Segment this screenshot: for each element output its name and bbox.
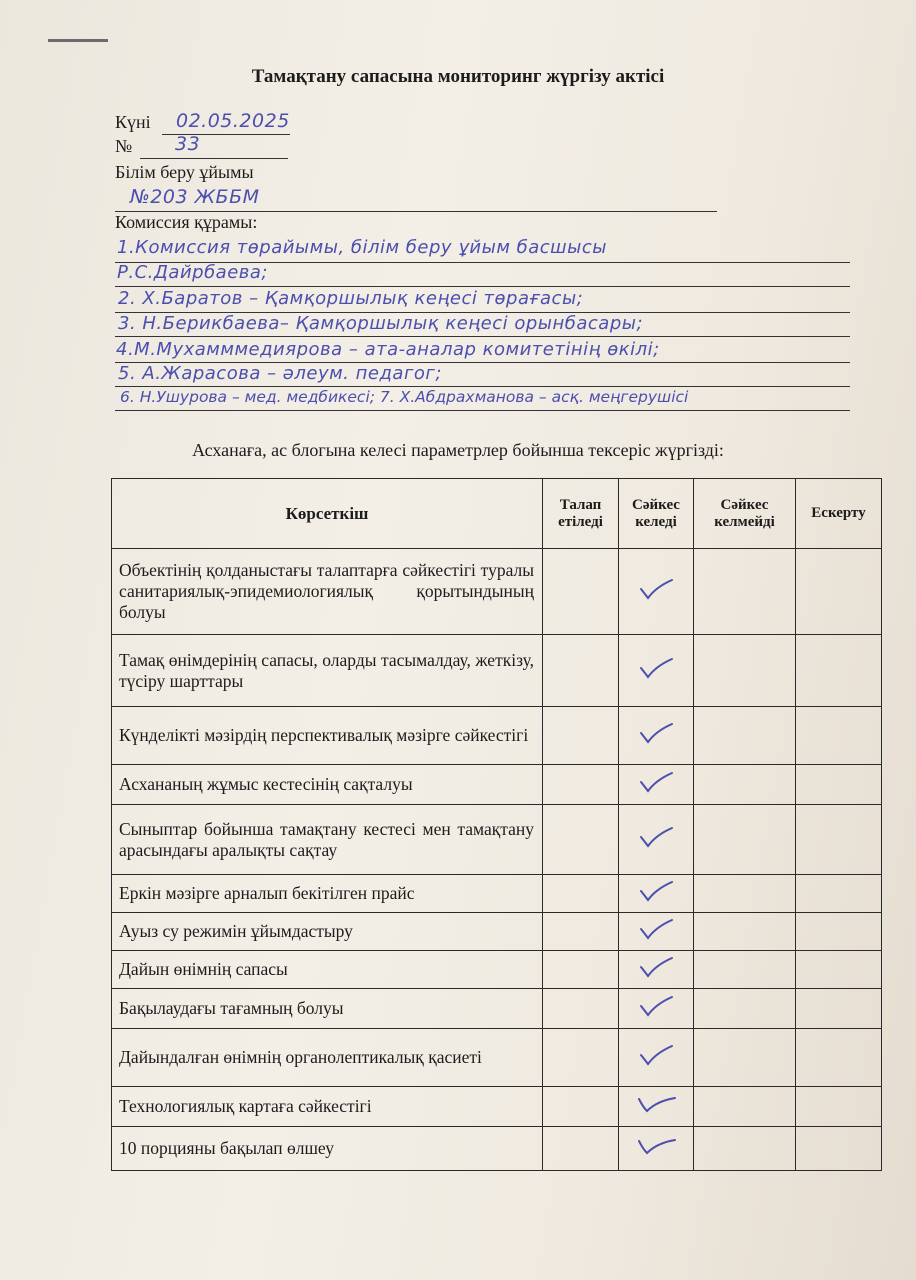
compliant-cell <box>619 875 694 913</box>
indicator-cell: Тамақ өнімдерінің сапасы, оларды тасымалдау, жеткізу, түсіру шарттары <box>112 635 543 707</box>
org-label: Білім беру ұйымы <box>115 162 254 182</box>
noncompliant-cell <box>694 805 796 875</box>
commission-underline-7 <box>115 410 850 411</box>
required-cell <box>543 707 619 765</box>
checkmark-icon <box>636 1043 676 1067</box>
indicator-cell: Объектінің қолданыстағы талаптарға сәйкестігі туралы санитариялық-эпидемиологиялық қорытындының болуы <box>112 549 543 635</box>
inspection-intro: Асханаға, ас блогына келесі параметрлер бойынша тексеріс жүргізді: <box>192 440 724 460</box>
date-value: 02.05.2025 <box>176 110 290 132</box>
table-header-row <box>112 479 882 549</box>
compliant-cell <box>619 951 694 989</box>
required-cell <box>543 635 619 707</box>
indicator-cell: Күнделікті мәзірдің перспективалық мәзірге сәйкестігі <box>112 707 543 765</box>
checkmark-icon <box>636 656 676 680</box>
compliant-cell <box>619 1029 694 1087</box>
checkmark-icon <box>636 825 676 849</box>
document-title: Тамақтану сапасына мониторинг жүргізу актісі <box>251 66 665 87</box>
table-row <box>112 635 882 707</box>
table-row <box>112 913 882 951</box>
indicator-cell: Еркін мәзірге арналып бекітілген прайс <box>112 875 543 913</box>
note-cell <box>796 549 882 635</box>
required-cell <box>543 989 619 1029</box>
note-cell <box>796 1127 882 1171</box>
commission-member-3: 3. Н.Берикбаева– Қамқоршылық кеңесі орынбасары; <box>118 313 644 334</box>
noncompliant-cell <box>694 1087 796 1127</box>
compliant-cell <box>619 707 694 765</box>
table-row <box>112 951 882 989</box>
commission-label: Комиссия құрамы: <box>115 212 258 232</box>
compliant-cell <box>619 989 694 1029</box>
compliant-cell <box>619 549 694 635</box>
indicator-cell: Дайын өнімнің сапасы <box>112 951 543 989</box>
table-row <box>112 1087 882 1127</box>
required-cell <box>543 549 619 635</box>
note-cell <box>796 635 882 707</box>
checkmark-icon <box>636 955 676 979</box>
table-row <box>112 707 882 765</box>
table-row <box>112 765 882 805</box>
required-cell <box>543 913 619 951</box>
noncompliant-cell <box>694 1127 796 1171</box>
table-row <box>112 989 882 1029</box>
org-value: №203 ЖББМ <box>130 186 260 208</box>
compliant-cell <box>619 805 694 875</box>
compliant-cell <box>619 635 694 707</box>
checkmark-icon <box>636 917 676 941</box>
required-cell <box>543 1127 619 1171</box>
indicator-cell: Сыныптар бойынша тамақтану кестесі мен тамақтану арасындағы аралықты сақтау <box>112 805 543 875</box>
table-row <box>112 1029 882 1087</box>
required-cell <box>543 805 619 875</box>
commission-member-2: 2. Х.Баратов – Қамқоршылық кеңесі төрағасы; <box>118 288 584 309</box>
checkmark-icon <box>636 994 676 1018</box>
required-cell <box>543 875 619 913</box>
header-indicator: Көрсеткіш <box>112 479 543 549</box>
commission-underline-6 <box>115 386 850 387</box>
checkmark-icon <box>633 1093 679 1115</box>
compliant-cell <box>619 1127 694 1171</box>
checkmark-icon <box>636 721 676 745</box>
header-compliant: Сәйкес келеді <box>619 479 694 549</box>
number-value: 33 <box>175 133 201 155</box>
compliant-cell <box>619 913 694 951</box>
compliant-cell <box>619 1087 694 1127</box>
note-cell <box>796 989 882 1029</box>
inspection-table <box>111 478 882 1171</box>
indicator-cell: Бақылаудағы тағамның болуы <box>112 989 543 1029</box>
header-required: Талап етіледі <box>543 479 619 549</box>
indicator-cell: Ауыз су режимін ұйымдастыру <box>112 913 543 951</box>
header-note: Ескерту <box>796 479 882 549</box>
noncompliant-cell <box>694 635 796 707</box>
indicator-cell: Технологиялық картаға сәйкестігі <box>112 1087 543 1127</box>
note-cell <box>796 707 882 765</box>
commission-member-6-7: 6. Н.Ушурова – мед. медбикесі; 7. Х.Абдрахманова – асқ. меңгерушісі <box>120 388 689 406</box>
commission-member-4: 4.М.Мухамммедиярова – ата-аналар комитетінің өкілі; <box>116 339 660 360</box>
note-cell <box>796 875 882 913</box>
checkmark-icon <box>636 879 676 903</box>
required-cell <box>543 951 619 989</box>
noncompliant-cell <box>694 1029 796 1087</box>
checkmark-icon <box>636 577 676 601</box>
indicator-cell: Дайындалған өнімнің органолептикалық қасиеті <box>112 1029 543 1087</box>
commission-member-5: 5. А.Жарасова – әлеум. педагог; <box>118 363 442 384</box>
required-cell <box>543 1087 619 1127</box>
noncompliant-cell <box>694 549 796 635</box>
indicator-cell: Асхананың жұмыс кестесінің сақталуы <box>112 765 543 805</box>
note-cell <box>796 1087 882 1127</box>
header-noncompliant: Сәйкес келмейді <box>694 479 796 549</box>
number-underline <box>140 158 288 159</box>
top-mark <box>48 39 108 42</box>
indicator-cell: 10 порцияны бақылап өлшеу <box>112 1127 543 1171</box>
note-cell <box>796 951 882 989</box>
commission-underline-2 <box>115 286 850 287</box>
checkmark-icon <box>636 770 676 794</box>
note-cell <box>796 913 882 951</box>
note-cell <box>796 805 882 875</box>
required-cell <box>543 765 619 805</box>
noncompliant-cell <box>694 913 796 951</box>
noncompliant-cell <box>694 875 796 913</box>
table-row <box>112 805 882 875</box>
compliant-cell <box>619 765 694 805</box>
number-label: № <box>115 136 133 156</box>
commission-member-1: 1.Комиссия төрайымы, білім беру ұйым басшысы <box>117 237 607 258</box>
date-label: Күні <box>115 112 151 132</box>
noncompliant-cell <box>694 989 796 1029</box>
table-row <box>112 549 882 635</box>
noncompliant-cell <box>694 951 796 989</box>
commission-underline-4 <box>115 336 850 337</box>
noncompliant-cell <box>694 707 796 765</box>
table-row <box>112 1127 882 1171</box>
table-body <box>112 549 882 1171</box>
table-row <box>112 875 882 913</box>
commission-member-1-name: Р.С.Дайрбаева; <box>117 262 268 283</box>
note-cell <box>796 1029 882 1087</box>
noncompliant-cell <box>694 765 796 805</box>
required-cell <box>543 1029 619 1087</box>
checkmark-icon <box>633 1135 679 1157</box>
note-cell <box>796 765 882 805</box>
